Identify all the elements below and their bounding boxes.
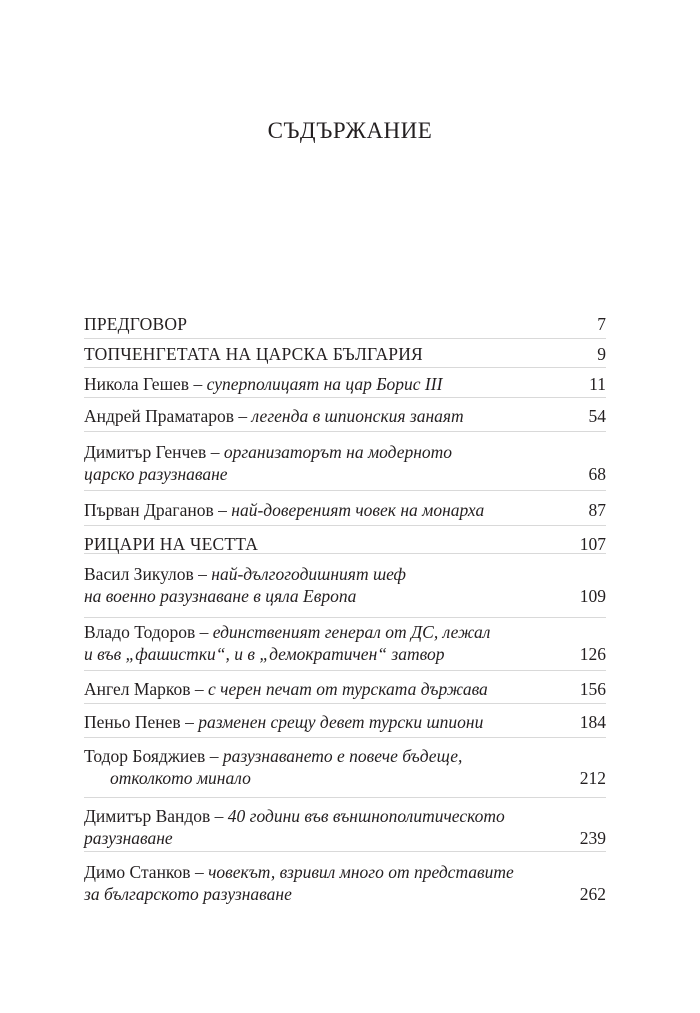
toc-entry[interactable] bbox=[84, 441, 606, 485]
toc-page-number: 239 bbox=[579, 828, 606, 848]
toc-entry[interactable] bbox=[84, 711, 606, 733]
toc-entry-name: Първан Драганов bbox=[84, 500, 214, 520]
toc-entry-desc: организаторът на модерното bbox=[223, 442, 453, 462]
toc-dash: – bbox=[190, 679, 209, 699]
divider bbox=[84, 797, 606, 798]
toc-entry[interactable] bbox=[84, 563, 606, 607]
page-title: СЪДЪРЖАНИЕ bbox=[267, 118, 433, 143]
divider bbox=[84, 431, 606, 432]
toc-entry[interactable] bbox=[84, 678, 606, 700]
divider bbox=[84, 737, 606, 738]
toc-entry-title: ПРЕДГОВОР bbox=[84, 314, 188, 334]
toc-entry[interactable] bbox=[84, 745, 606, 789]
divider bbox=[84, 617, 606, 618]
toc-dash: – bbox=[233, 406, 252, 426]
toc-entry[interactable] bbox=[84, 533, 606, 555]
toc-page-number: 68 bbox=[588, 464, 606, 484]
toc-page-number: 126 bbox=[579, 644, 606, 664]
toc-entry-name: Владо Тодоров bbox=[84, 622, 196, 642]
toc-entry-desc: с черен печат от турската държава bbox=[208, 679, 488, 699]
toc-dash: – bbox=[189, 374, 207, 394]
toc-entry-name: Васил Зикулов bbox=[84, 564, 194, 584]
divider bbox=[84, 851, 606, 852]
toc-entry[interactable] bbox=[84, 499, 606, 521]
divider bbox=[84, 397, 606, 398]
toc-entry[interactable] bbox=[84, 313, 606, 335]
toc-entry-desc-line2: на военно разузнаване в цяла Европа bbox=[84, 586, 357, 606]
toc-entry-desc-line2: разузнаване bbox=[84, 828, 173, 848]
divider bbox=[84, 525, 606, 526]
toc-dash: – bbox=[180, 712, 199, 732]
toc-entry-desc: легенда в шпионския занаят bbox=[251, 406, 464, 426]
toc-page-number: 156 bbox=[579, 679, 606, 699]
toc-dash: – bbox=[210, 806, 228, 826]
toc-entry-name: Андрей Праматаров bbox=[84, 406, 234, 426]
toc-entry[interactable] bbox=[84, 805, 606, 849]
divider bbox=[84, 703, 606, 704]
toc-entry-desc-line2: за българското разузнаване bbox=[84, 884, 292, 904]
divider bbox=[84, 670, 606, 671]
toc-entry[interactable] bbox=[84, 343, 606, 365]
toc-page-number: 7 bbox=[597, 314, 606, 334]
toc-dash: – bbox=[213, 500, 232, 520]
toc-dash: – bbox=[205, 746, 223, 766]
toc-entry-desc: единственият генерал от ДС, лежал bbox=[212, 622, 491, 642]
toc-entry-desc-line2: и във „фашистки“, и в „демократичен“ затвор bbox=[84, 644, 445, 664]
divider bbox=[84, 338, 606, 339]
toc-entry-desc: разменен срещу девет турски шпиони bbox=[198, 712, 484, 732]
toc-page-number: 54 bbox=[588, 406, 606, 426]
toc-dash: – bbox=[206, 442, 224, 462]
toc-entry[interactable] bbox=[84, 621, 606, 665]
toc-entry-title: ТОПЧЕНГЕТАТА НА ЦАРСКА БЪЛГАРИЯ bbox=[84, 344, 423, 364]
toc-entry[interactable] bbox=[84, 861, 606, 905]
toc-entry-desc-line2: царско разузнаване bbox=[84, 464, 228, 484]
toc-entry-name: Тодор Бояджиев bbox=[84, 746, 206, 766]
toc-entry-desc: човекът, взривил много от представите bbox=[208, 862, 514, 882]
toc-entry-desc: 40 години във външнополитическото bbox=[227, 806, 505, 826]
toc-entry-desc: най-довереният човек на монарха bbox=[231, 500, 485, 520]
toc-page-number: 11 bbox=[589, 374, 606, 394]
toc-dash: – bbox=[195, 622, 213, 642]
toc-entry[interactable] bbox=[84, 405, 606, 427]
toc-page-number: 212 bbox=[579, 768, 606, 788]
toc-entry[interactable] bbox=[84, 373, 606, 395]
divider bbox=[84, 490, 606, 491]
toc-page-number: 184 bbox=[579, 712, 606, 732]
toc-entry-title: РИЦАРИ НА ЧЕСТТА bbox=[84, 534, 259, 554]
toc-entry-name: Димо Станков bbox=[84, 862, 191, 882]
toc-page-number: 109 bbox=[579, 586, 606, 606]
toc-entry-name: Никола Гешев bbox=[84, 374, 190, 394]
toc-page-number: 87 bbox=[588, 500, 606, 520]
toc-page-number: 262 bbox=[579, 884, 606, 904]
toc-entry-name: Пеньо Пенев bbox=[84, 712, 181, 732]
toc-entry-desc-line2: отколкото минало bbox=[110, 768, 251, 788]
toc-page-number: 9 bbox=[597, 344, 606, 364]
toc-entry-desc: суперполицаят на цар Борис III bbox=[206, 374, 443, 394]
toc-entry-desc: разузнаването е повече бъдеще, bbox=[222, 746, 463, 766]
toc-entry-name: Ангел Марков bbox=[84, 679, 191, 699]
toc-entry-name: Димитър Вандов bbox=[84, 806, 211, 826]
toc-entry-name: Димитър Генчев bbox=[84, 442, 207, 462]
toc-page-number: 107 bbox=[579, 534, 606, 554]
divider bbox=[84, 367, 606, 368]
toc-dash: – bbox=[193, 564, 212, 584]
toc-entry-desc: най-дългогодишният шеф bbox=[211, 564, 406, 584]
toc-dash: – bbox=[190, 862, 209, 882]
